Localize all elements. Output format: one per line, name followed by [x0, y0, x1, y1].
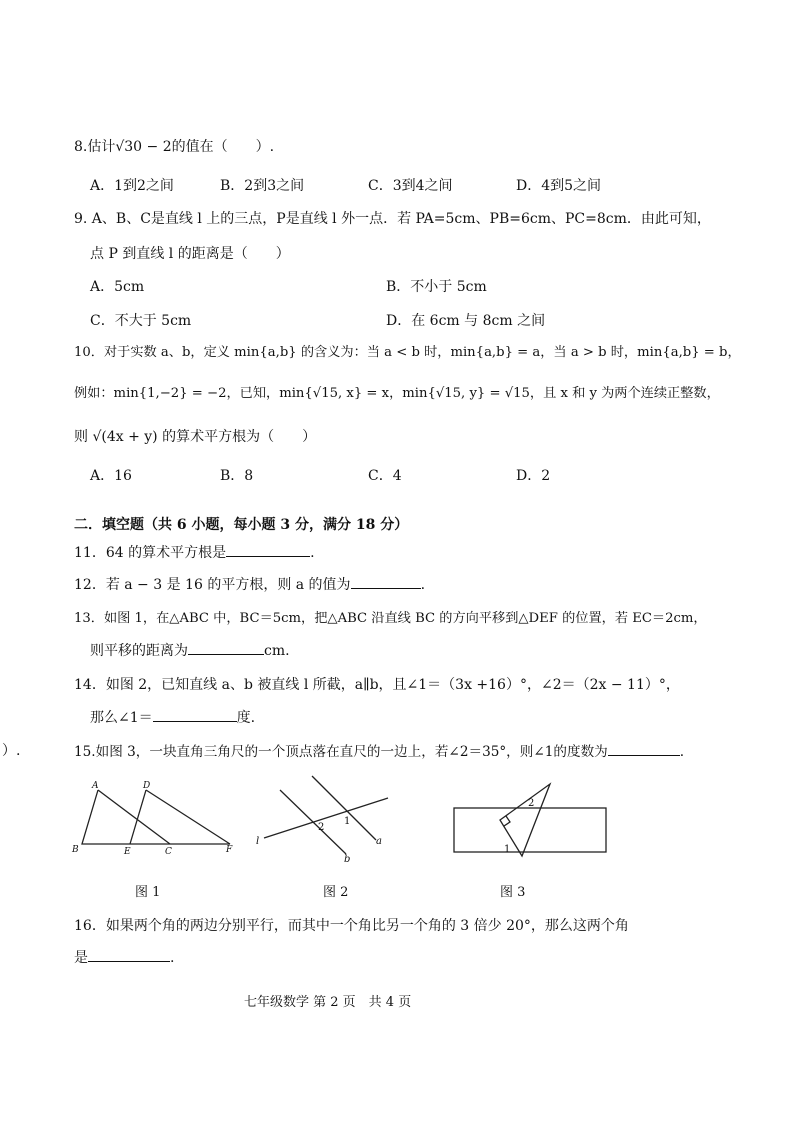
q16-line2 [74, 947, 174, 967]
q12-text: 12．若 a − 3 是 16 的平方根，则 a 的值为 [74, 577, 351, 593]
fig1-label-d: D [143, 781, 151, 791]
page-footer: 七年级数学 第 2 页 共 4 页 [244, 995, 412, 1010]
q14-line2-post: 度. [236, 710, 256, 726]
q9-option-c: C．不大于 5cm [90, 313, 192, 329]
fig1-label-a: A [92, 781, 99, 791]
q10-line2: 例如：min{1,−2} = −2，已知，min{√15, x} = x，min{√15, y} = √15，且 x 和 y 为两个连续正整数， [74, 386, 720, 401]
q10-line1: 10．对于实数 a、b，定义 min{a,b} 的含义为：当 a < b 时，min{a,b} = a，当 a > b 时，min{a,b} = b， [74, 345, 741, 360]
q8-option-b: B．2到3之间 [220, 178, 305, 194]
q13-line2 [90, 640, 290, 660]
q9-stem-line2: 点 P 到直线 l 的距离是（ ） [90, 246, 290, 262]
fig2-angle-2: 2 [318, 822, 325, 833]
q14-line2-pre: 那么∠1＝ [90, 710, 153, 726]
q9-option-b: B．不小于 5cm [386, 279, 487, 295]
q13-answer-blank[interactable] [188, 640, 264, 655]
fig2-label-b: b [344, 854, 351, 865]
q8-option-d: D．4到5之间 [516, 178, 602, 194]
q9-option-a: A．5cm [90, 279, 145, 295]
q8-option-a: A．1到2之间 [90, 178, 174, 194]
fig3-angle-2: 2 [528, 798, 535, 809]
q14-line2 [90, 707, 255, 727]
figure-1-drawing [70, 780, 240, 855]
q12-end: . [420, 577, 426, 593]
fig2-label-l: l [256, 836, 260, 847]
figure-3 [448, 778, 618, 860]
q15-end: . [679, 744, 685, 760]
q10-option-c: C．4 [368, 468, 402, 484]
q15-answer-blank[interactable] [608, 741, 680, 756]
q11 [74, 542, 315, 562]
q11-text: 11．64 的算术平方根是 [74, 545, 227, 561]
q10-option-b: B．8 [220, 468, 254, 484]
figure-3-caption: 图 3 [500, 885, 526, 900]
q11-end: . [310, 545, 315, 561]
q16-line2-post: . [170, 950, 175, 966]
figure-1 [70, 780, 240, 855]
q16-line2-pre: 是 [74, 950, 88, 966]
figure-3-drawing [448, 778, 618, 860]
q8-option-c: C．3到4之间 [368, 178, 453, 194]
fig1-label-e: E [124, 847, 131, 855]
q16-answer-blank[interactable] [88, 947, 170, 962]
figure-2-caption: 图 2 [323, 885, 349, 900]
q12-answer-blank[interactable] [351, 574, 421, 589]
fig3-angle-1: 1 [504, 844, 511, 855]
figure-2-drawing [250, 770, 400, 865]
q16-line1: 16．如果两个角的两边分别平行，而其中一个角比另一个角的 3 倍少 20°，那么这两个角 [74, 918, 629, 934]
q10-option-d: D．2 [516, 468, 551, 484]
q14-answer-blank[interactable] [153, 707, 237, 722]
figure-1-caption: 图 1 [135, 885, 161, 900]
q13-line2-pre: 则平移的距离为 [90, 643, 188, 659]
q8-stem: 8.估计√30 − 2的值在（ ）. [74, 139, 275, 155]
q10-option-a: A．16 [90, 468, 132, 484]
q15 [74, 740, 684, 760]
section-heading: 二．填空题（共 6 小题，每小题 3 分，满分 18 分） [74, 517, 409, 533]
fig2-label-a: a [376, 836, 382, 847]
q15-left-fragment: ）. [2, 743, 21, 759]
q13-line1: 13．如图 1，在△ABC 中，BC＝5cm，把△ABC 沿直线 BC 的方向平移到△DEF 的位置，若 EC＝2cm， [74, 611, 707, 626]
fig1-label-c: C [165, 847, 172, 855]
fig1-label-f: F [226, 845, 233, 855]
q11-answer-blank[interactable] [226, 542, 310, 557]
fig2-angle-1: 1 [344, 816, 351, 827]
q9-stem-line1: 9. A、B、C是直线 l 上的三点，P是直线 l 外一点．若 PA=5cm、PB=6cm、PC=8cm．由此可知， [74, 211, 711, 227]
q12 [74, 574, 425, 594]
q14-line1: 14．如图 2，已知直线 a、b 被直线 l 所截，a∥b，且∠1＝（3x +16）°，∠2＝（2x − 11）°， [74, 677, 680, 693]
figure-2 [250, 770, 400, 865]
q13-line2-post: cm. [264, 643, 290, 659]
fig1-label-b: B [72, 845, 79, 855]
q15-text: 15.如图 3，一块直角三角尺的一个顶点落在直尺的一边上，若∠2＝35°，则∠1的度数为 [74, 744, 608, 760]
q10-line3: 则 √(4x + y) 的算术平方根为（ ） [74, 429, 317, 445]
q9-option-d: D．在 6cm 与 8cm 之间 [386, 313, 546, 329]
